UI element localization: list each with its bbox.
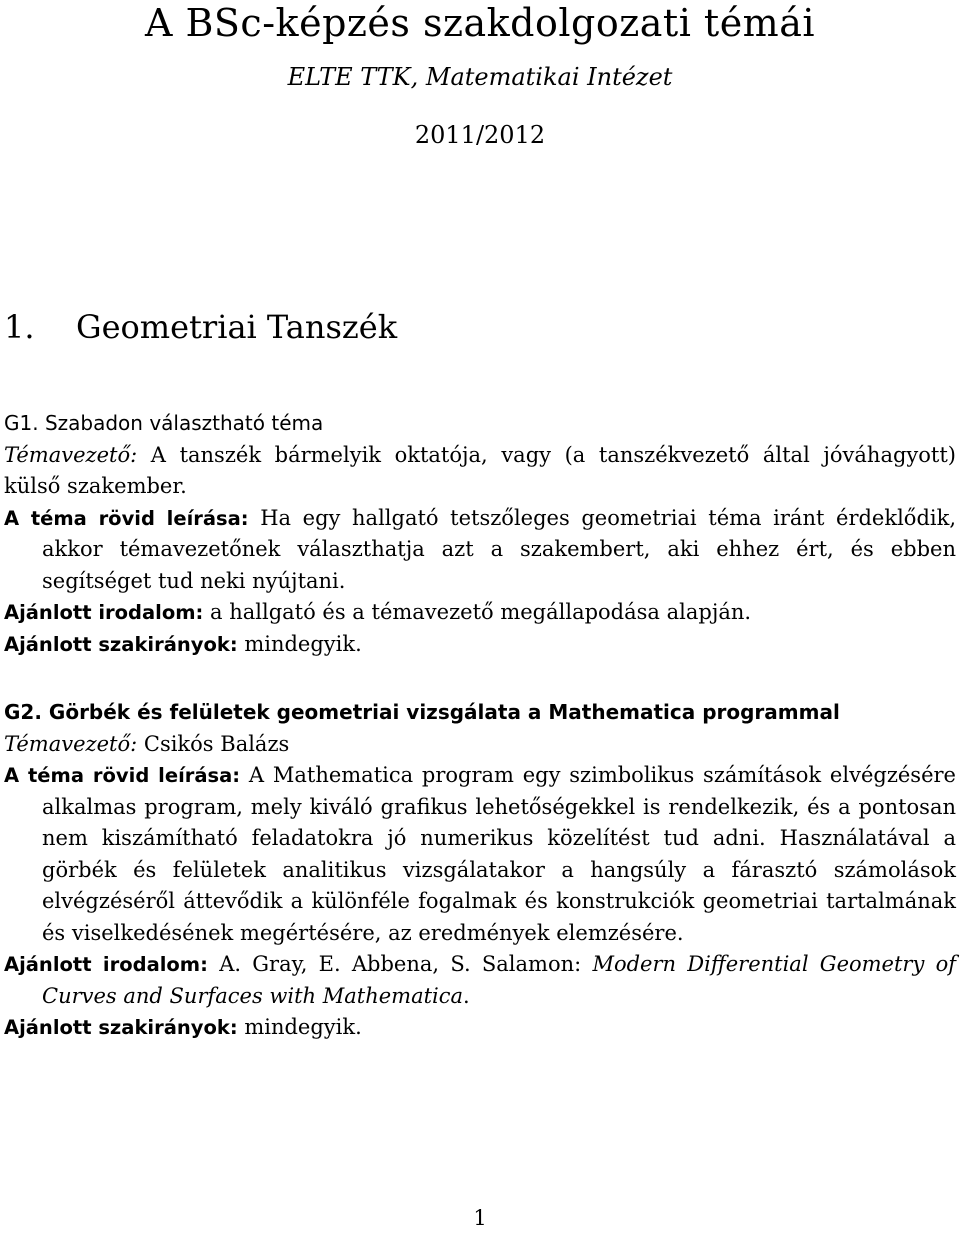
document-title: A BSc-képzés szakdolgozati témái [144, 1, 816, 45]
literature-end: . [463, 983, 470, 1008]
literature-book-title: Modern Differential Geometry of Curves and Surfaces with Mathematica [42, 952, 956, 1008]
document-year: 2011/2012 [414, 121, 546, 149]
topic-heading [4, 697, 956, 729]
section-heading [4, 306, 397, 348]
description-value: Ha egy hallgató tetszőleges geometriai téma iránt érdeklődik, akkor témavezetőnek választhatja azt a szakembert, aki ehhez ért, és ebben segítséget tud neki nyújtani. [42, 505, 956, 593]
description-line [4, 503, 956, 598]
supervisor-value: A tanszék bármelyik oktatója, vagy (a tanszékvezető által jóváhagyott) külső szakember. [4, 442, 956, 498]
literature-line [4, 949, 956, 1012]
description-value: A Mathematica program egy szimbolikus számítások elvégzésére alkalmas program, mely kiváló grafikus lehetőségekkel is rendelkezik, és a pontosan nem kiszámítható feladatokra jó numerikus közelítést tud adni. Használatával a görbék és felületek analitikus vizsgálatakor a hangsúly a fárasztó számolások elvégzéséről áttevődik a különféle fogalmak és konstrukciók geometriai tartalmának és viselkedésének megértésére, az eredmények elemzésére. [42, 763, 956, 945]
description-label: A téma rövid leírása: [4, 764, 241, 787]
description-line [4, 760, 956, 949]
specializations-value: mindegyik. [244, 1015, 362, 1039]
topic-title: Szabadon választható téma [44, 411, 324, 435]
supervisor-line [4, 440, 956, 503]
specializations-value: mindegyik. [244, 631, 362, 656]
topic-id: G2. [4, 700, 42, 724]
literature-label: Ajánlott irodalom: [4, 953, 208, 976]
page-number: 1 [473, 1206, 487, 1230]
section-title: Geometriai Tanszék [76, 308, 398, 346]
supervisor-label: Témavezető: [4, 442, 138, 467]
literature-line [4, 597, 956, 629]
description-label: A téma rövid leírása: [4, 506, 249, 530]
literature-value: a hallgató és a témavezető megállapodása alapján. [210, 600, 752, 624]
supervisor-label: Témavezető: [4, 731, 138, 756]
topic-heading [4, 408, 956, 440]
supervisor-line [4, 729, 956, 761]
topic-g1 [4, 408, 956, 660]
section-number: 1. [4, 308, 35, 346]
topic-g2 [4, 697, 956, 1044]
specializations-label: Ajánlott szakirányok: [4, 632, 238, 656]
topic-title: Görbék és felületek geometriai vizsgálata a Mathematica programmal [48, 700, 840, 724]
specializations-label: Ajánlott szakirányok: [4, 1016, 238, 1039]
supervisor-value: Csikós Balázs [143, 731, 290, 756]
literature-authors: A. Gray, E. Abbena, S. Salamon: [219, 952, 582, 976]
topic-id: G1. [4, 411, 39, 435]
specializations-line [4, 1012, 956, 1044]
literature-label: Ajánlott irodalom: [4, 601, 204, 624]
specializations-line [4, 629, 956, 661]
document-subtitle: ELTE TTK, Matematikai Intézet [287, 63, 673, 91]
